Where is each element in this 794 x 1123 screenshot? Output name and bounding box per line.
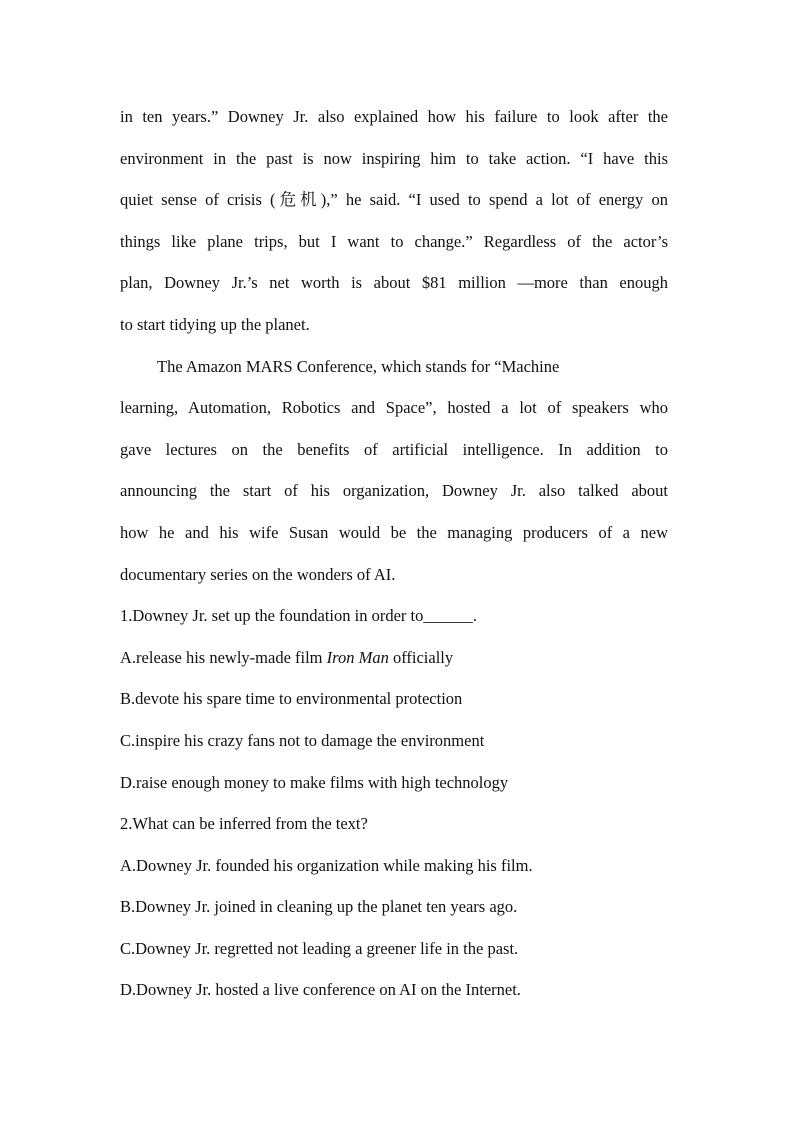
option-d: D.raise enough money to make films with high technology — [120, 772, 509, 792]
question-stem: 2.What can be inferred from the text? — [120, 814, 368, 834]
option-c: C.Downey Jr. regretted not leading a greener life in the past. — [120, 938, 519, 958]
text-line: things like plane trips, but I want to change.” Regardless of the actor’s — [120, 231, 668, 251]
text-line: documentary series on the wonders of AI. — [120, 564, 396, 584]
text-line: to start tidying up the planet. — [120, 314, 310, 334]
question-2 — [120, 803, 668, 1011]
paragraph-2 — [120, 346, 668, 596]
option-c: C.inspire his crazy fans not to damage the environment — [120, 730, 485, 750]
text-line: plan, Downey Jr.’s net worth is about $81 million —more than enough — [120, 273, 668, 293]
text-line: The Amazon MARS Conference, which stands for “Machine — [157, 356, 560, 376]
option-b: B.Downey Jr. joined in cleaning up the planet ten years ago. — [120, 897, 518, 917]
text-line: gave lectures on the benefits of artificial intelligence. In addition to — [120, 439, 668, 459]
text-line: in ten years.” Downey Jr. also explained how his failure to look after the — [120, 107, 668, 126]
option-b: B.devote his spare time to environmental protection — [120, 689, 463, 709]
option-a — [120, 637, 668, 679]
text-line: learning, Automation, Robotics and Space”, hosted a lot of speakers who — [120, 398, 668, 418]
question-stem: 1.Downey Jr. set up the foundation in order to______. — [120, 606, 477, 626]
film-title: Iron Man — [326, 647, 389, 667]
text-line: environment in the past is now inspiring him to take action. “I have this — [120, 148, 668, 168]
paragraph-1 — [120, 96, 668, 346]
text-line: quiet sense of crisis (危机),” he said. “I used to spend a lot of energy on — [120, 190, 668, 210]
option-a: A.Downey Jr. founded his organization while making his film. — [120, 855, 533, 875]
question-1 — [120, 595, 668, 803]
option-a-text: A.release his newly-made film — [120, 647, 327, 667]
text-line: announcing the start of his organization, Downey Jr. also talked about — [120, 481, 668, 501]
document-body — [120, 96, 668, 1011]
option-a-text-end: officially — [388, 647, 454, 667]
text-line: how he and his wife Susan would be the managing producers of a new — [120, 522, 668, 542]
option-d: D.Downey Jr. hosted a live conference on AI on the Internet. — [120, 980, 521, 1000]
